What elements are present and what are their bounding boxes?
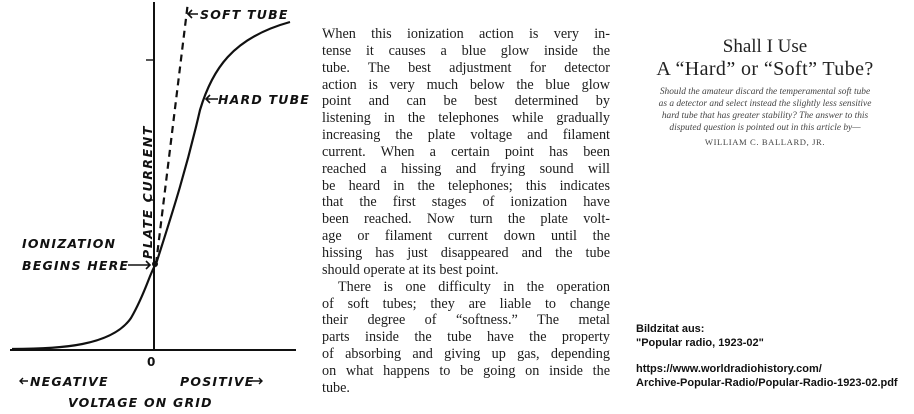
ionization-label-line1: IONIZATION	[22, 236, 117, 251]
text-line: tube. The best adjustment for detector	[322, 59, 610, 76]
negative-arrow	[20, 378, 28, 384]
soft-tube-label: SOFT TUBE	[200, 7, 289, 22]
citation-url-line2: Archive-Popular-Radio/Popular-Radio-1923-02.pdf	[636, 377, 898, 389]
article-paragraph-2	[322, 279, 610, 397]
text-line: tense it causes a blue glow inside the	[322, 42, 610, 59]
deck-line: Should the amateur discard the temperamental soft tube	[659, 87, 871, 97]
text-line: listening in the telephones while gradually	[322, 110, 610, 127]
text-line: of absorbing and giving up gas, depending	[322, 346, 610, 363]
text-line: hissing has just disappeared and the tube	[322, 244, 610, 261]
ionization-arrow	[128, 261, 150, 269]
text-line: reached a hissing and frying sound will	[322, 160, 610, 177]
negative-label: NEGATIVE	[30, 374, 109, 389]
text-line: should operate at its best point.	[322, 261, 499, 278]
citation-source: "Popular radio, 1923-02"	[636, 337, 764, 349]
text-line: parts inside the tube have the property	[322, 329, 610, 346]
ionization-point	[152, 261, 158, 267]
deck-line: as a detector and select instead the slightly less sensitive	[658, 99, 872, 109]
article-header	[616, 36, 914, 147]
article-deck	[616, 86, 914, 134]
article-body	[322, 26, 610, 397]
title-line-1: Shall I Use	[722, 36, 808, 57]
article-paragraph-1	[322, 26, 610, 279]
hard-tube-label: HARD TUBE	[218, 92, 311, 107]
deck-line: hard tube that has greater stability? The answer to this	[661, 111, 869, 121]
text-line: There is one difficulty in the operation	[338, 278, 610, 295]
hard-tube-arrow	[206, 95, 218, 103]
soft-tube-curve	[156, 2, 188, 264]
text-line: point and can be best determined by	[322, 93, 610, 110]
origin-label: 0	[147, 355, 156, 369]
citation-url-line1: https://www.worldradiohistory.com/	[636, 363, 822, 375]
plate-current-label: PLATE CURRENT	[140, 125, 155, 259]
text-line: age or filament current down until the	[322, 228, 610, 245]
deck-line: disputed question is pointed out in this article by—	[669, 123, 861, 133]
citation-label: Bildzitat aus:	[636, 323, 705, 335]
positive-label: POSITIVE	[180, 374, 255, 389]
text-line: current. When a certain point has been	[322, 143, 610, 160]
title-line-2: A “Hard” or “Soft” Tube?	[656, 58, 874, 80]
author-byline: WILLIAM C. BALLARD, JR.	[704, 137, 826, 147]
text-line: on what happens to be going on inside the	[322, 362, 610, 379]
soft-tube-arrow	[188, 10, 198, 18]
text-line: been reached. Now turn the plate volt-	[322, 211, 610, 228]
text-line: their degree of “softness.” The metal	[322, 312, 610, 329]
text-line: that the first stages of ionization have	[322, 194, 610, 211]
text-line: When this ionization action is very in-	[322, 26, 610, 42]
tube-characteristic-figure	[0, 0, 311, 414]
ionization-label-line2: BEGINS HERE	[22, 258, 130, 273]
text-line: be heard in the telephones; this indicates	[322, 177, 610, 194]
voltage-on-grid-label: VOLTAGE ON GRID	[68, 395, 213, 410]
text-line: of soft tubes; they are liable to change	[322, 295, 610, 312]
text-line: tube.	[322, 379, 350, 396]
text-line: action is very much below the blue glow	[322, 76, 610, 93]
text-line: increasing the plate voltage and filament	[322, 127, 610, 144]
image-citation	[636, 322, 898, 390]
